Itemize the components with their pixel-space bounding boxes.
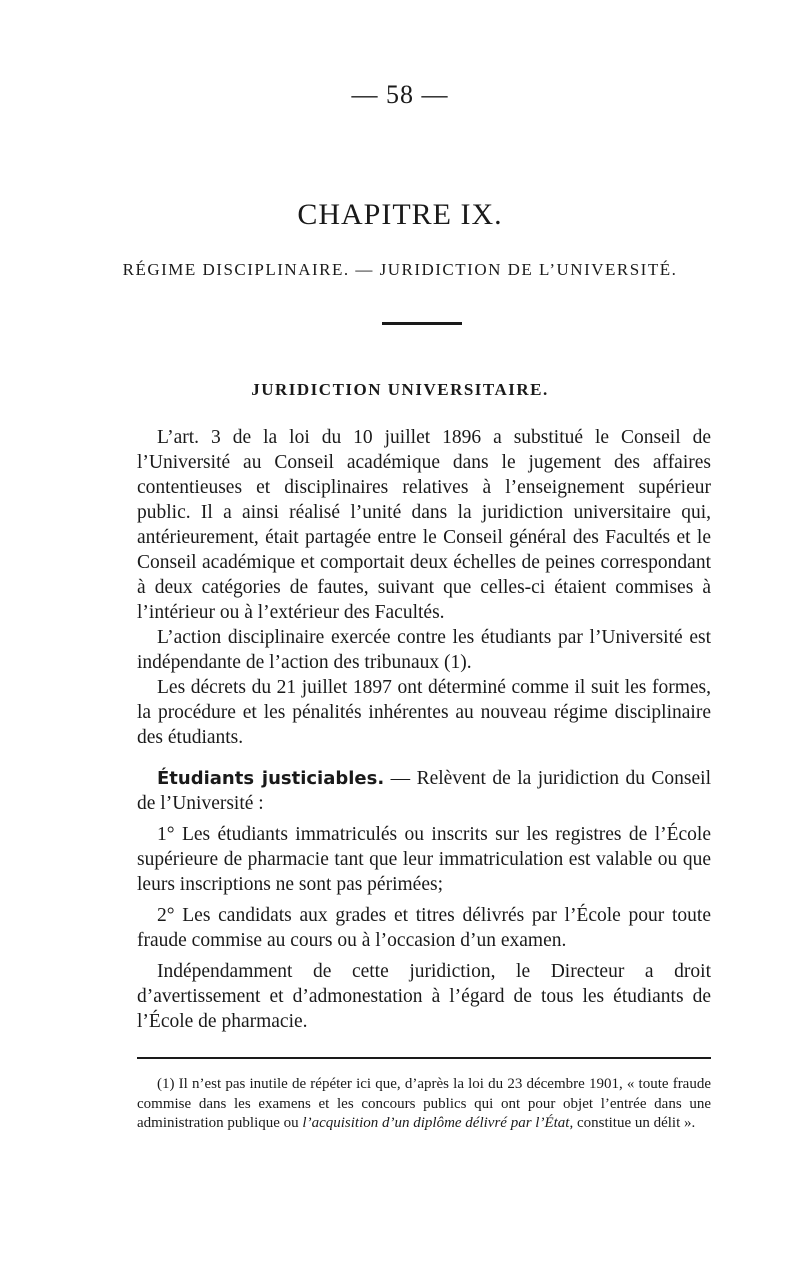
- paragraph-3: Les décrets du 21 juillet 1897 ont déterminé comme il suit les formes, la procédure et les pénalités inhérentes au nouveau régime disciplinaire des étudiants.: [137, 677, 711, 748]
- paragraph-1: L’art. 3 de la loi du 10 juillet 1896 a substitué le Conseil de l’Université au Conseil académique dans le jugement des affaires contentieuses et disciplinaires relatives à l’enseignement supérieur public. Il a ainsi réalisé l’unité dans la juridiction universitaire qui, antérieurement, était partagée entre le Conseil général des Facultés et le Conseil académique et comportait deux échelles de peines correspondant à deux catégories de fautes, suivant que celles-ci étaient commises à l’intérieur ou à l’extérieur des Facultés.: [137, 427, 711, 623]
- paragraph-7: Indépendamment de cette juridiction, le Directeur a droit d’avertissement et d’admonestation à l’égard de tous les étudiants de l’École de pharmacie.: [137, 961, 711, 1032]
- footnote-text-before: (1) Il n’est pas inutile de répéter ici que, d’après la loi du 23 décembre 1901, « toute fraude commise dans les examens et les concours publics qui ont pour objet l’entrée dans une administration publique ou: [137, 1076, 711, 1131]
- paragraph-4: [137, 766, 711, 816]
- run-in-heading: Étudiants justiciables.: [157, 768, 385, 789]
- section-heading: JURIDICTION UNIVERSITAIRE.: [251, 380, 549, 399]
- footnote-text-after: , constitue un délit ».: [569, 1115, 696, 1131]
- paragraph-4-text: — Relèvent de la juridiction du Conseil de l’Université :: [137, 768, 712, 814]
- paragraph-2: L’action disciplinaire exercée contre les étudiants par l’Université est indépendante de l’action des tribunaux (1).: [137, 627, 711, 673]
- footnote-text-italic: l’acquisition d’un diplôme délivré par l’État: [302, 1115, 570, 1131]
- paragraph-5: 1° Les étudiants immatriculés ou inscrits sur les registres de l’École supérieure de pharmacie tant que leur immatriculation est valable ou que leurs inscriptions ne sont pas périmées;: [137, 824, 711, 895]
- footnote: [137, 1075, 711, 1134]
- page-number: — 58 —: [351, 80, 449, 109]
- chapter-subtitle: RÉGIME DISCIPLINAIRE. — JURIDICTION DE L’UNIVERSITÉ.: [122, 260, 678, 279]
- paragraph-6: 2° Les candidats aux grades et titres délivrés par l’École pour toute fraude commise au cours ou à l’occasion d’un examen.: [137, 905, 711, 951]
- body-text: [137, 425, 711, 1034]
- footnote-text: [137, 1075, 711, 1134]
- short-rule: [382, 322, 462, 325]
- footnote-rule: [137, 1057, 711, 1059]
- chapter-title: CHAPITRE IX.: [297, 198, 503, 231]
